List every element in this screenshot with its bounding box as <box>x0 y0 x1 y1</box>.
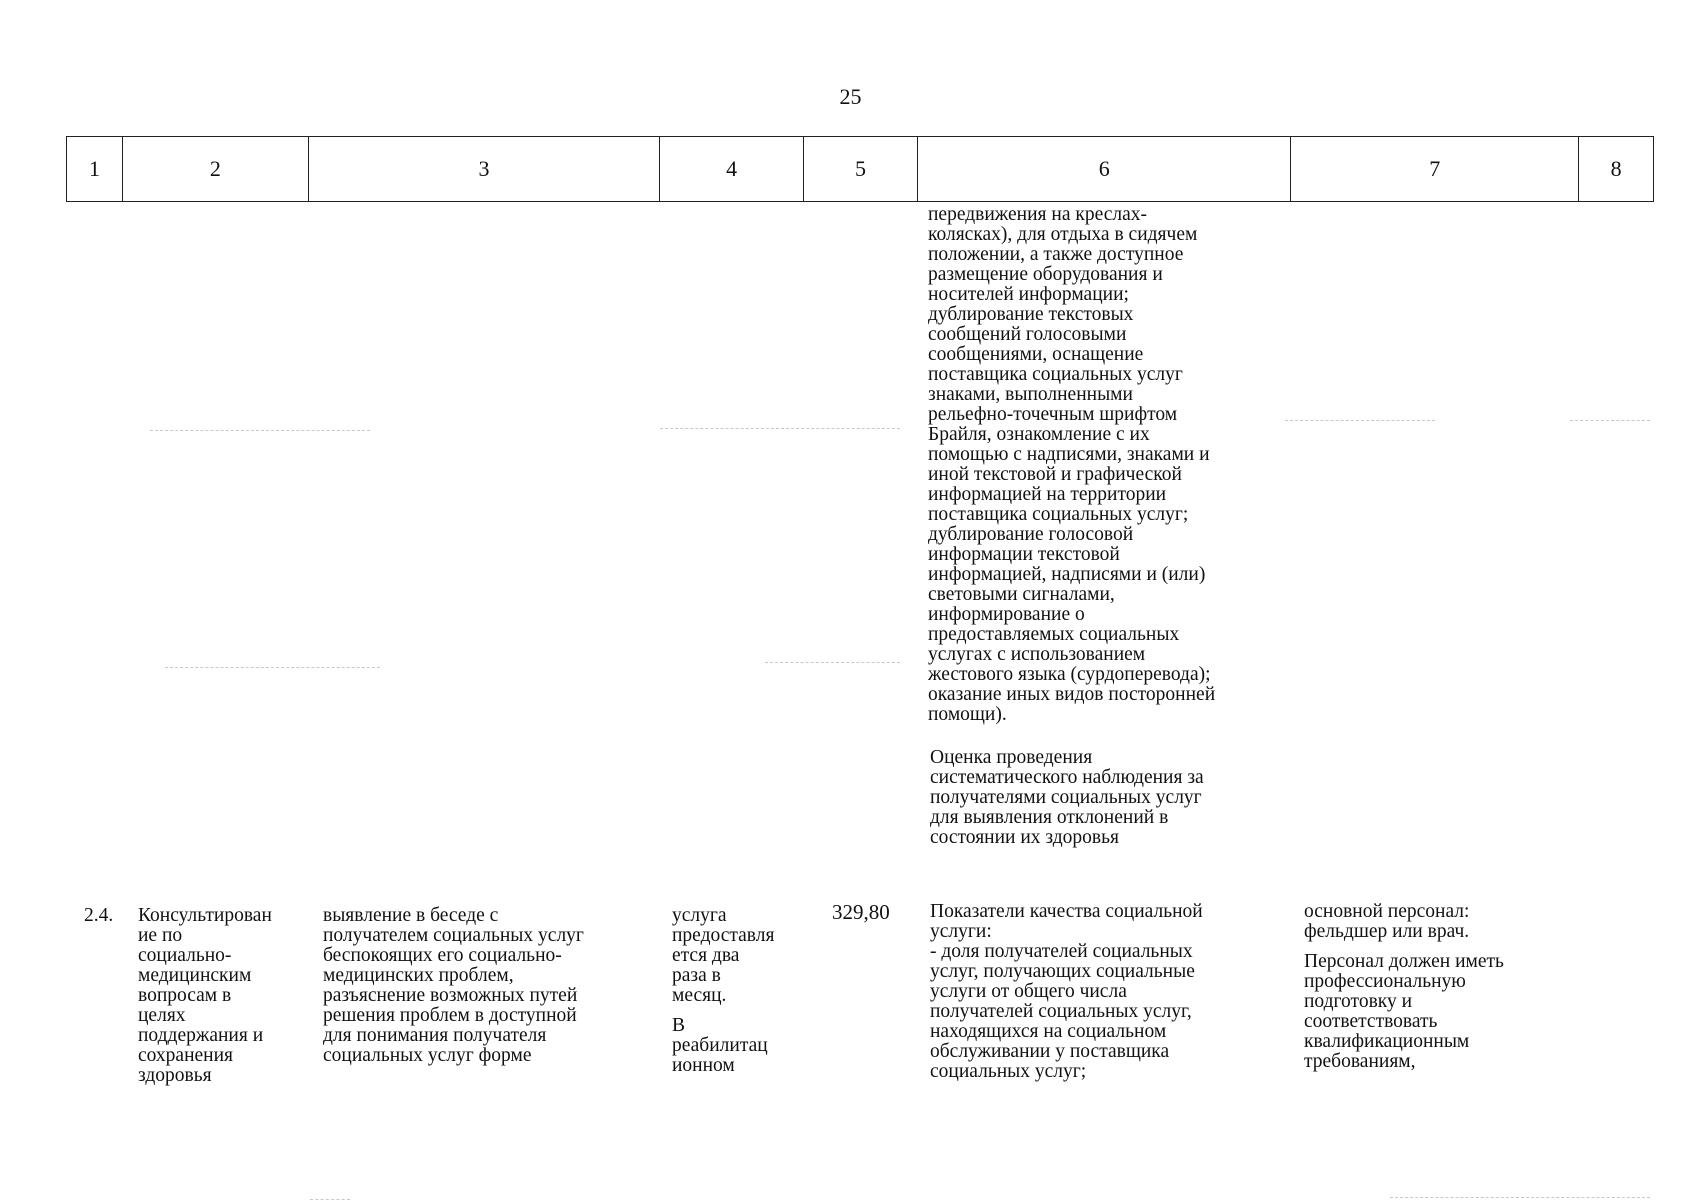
header-col-5: 5 <box>804 137 918 201</box>
header-col-1: 1 <box>67 137 123 201</box>
scan-artifact-line <box>1285 420 1435 421</box>
service-frequency-cont: В реабилитац ионном <box>672 1015 768 1076</box>
scan-artifact-line <box>765 662 900 663</box>
quality-indicators: Показатели качества социальной услуги: - доля получателей социальных услуг, получающих социальные услуги от общего числа получателей социальных услуг, находящихся на социальном обслуживании у поставщика социальных услуг; <box>930 901 1203 1082</box>
header-col-4: 4 <box>660 137 804 201</box>
header-col-7: 7 <box>1291 137 1579 201</box>
page-number: 25 <box>839 84 862 109</box>
scan-artifact-line <box>150 430 370 431</box>
scan-artifact-line <box>165 667 380 668</box>
service-frequency: услуга предоставля ется два раза в месяц. <box>672 905 775 1006</box>
service-price: 329,80 <box>832 900 890 924</box>
scan-artifact-line <box>1570 420 1650 421</box>
table-header-row <box>66 136 1654 202</box>
header-col-6: 6 <box>918 137 1292 201</box>
service-description: выявление в беседе с получателем социальных услуг беспокоящих его социально- медицинских проблем, разъяснение возможных путей решения проблем в доступной для понимания получателя социальных услуг форме <box>323 905 584 1066</box>
staff-qualification: Персонал должен иметь профессиональную подготовку и соответствовать квалификационным требованиям, <box>1304 951 1504 1072</box>
header-col-8: 8 <box>1610 156 1622 181</box>
service-name: Консультирован ие по социально- медицинским вопросам в целях поддержания и сохранения здоровья <box>138 905 272 1086</box>
staff-requirements: основной персонал: фельдшер или врач. <box>1304 901 1470 942</box>
row-number: 2.4. <box>84 905 114 926</box>
col6-assessment-text: Оценка проведения систематического наблюдения за получателями социальных услуг для выявления отклонений в состоянии их здоровья <box>930 747 1204 848</box>
scan-artifact-line <box>660 428 900 429</box>
header-col-2: 2 <box>123 137 309 201</box>
col6-continuation-text: передвижения на креслах- колясках), для отдыха в сидячем положении, а также доступное размещение оборудования и носителей информации; дублирование текстовых сообщений голосовыми сообщениями, оснащение поставщика социальных услуг знаками, выполненными рельефно-точечным шрифтом Брайля, ознакомление с их помощью с надписями, знаками и иной текстовой и графической информацией на территории поставщика социальных услуг; дублирование голосовой информации текстовой информацией, надписями и (или) световыми сигналами, информирование о предоставляемых социальных услугах с использованием жестового языка (сурдоперевода); оказание иных видов посторонней помощи). <box>928 204 1216 725</box>
header-col-3: 3 <box>309 137 661 201</box>
scan-artifact-line <box>1390 1197 1650 1198</box>
